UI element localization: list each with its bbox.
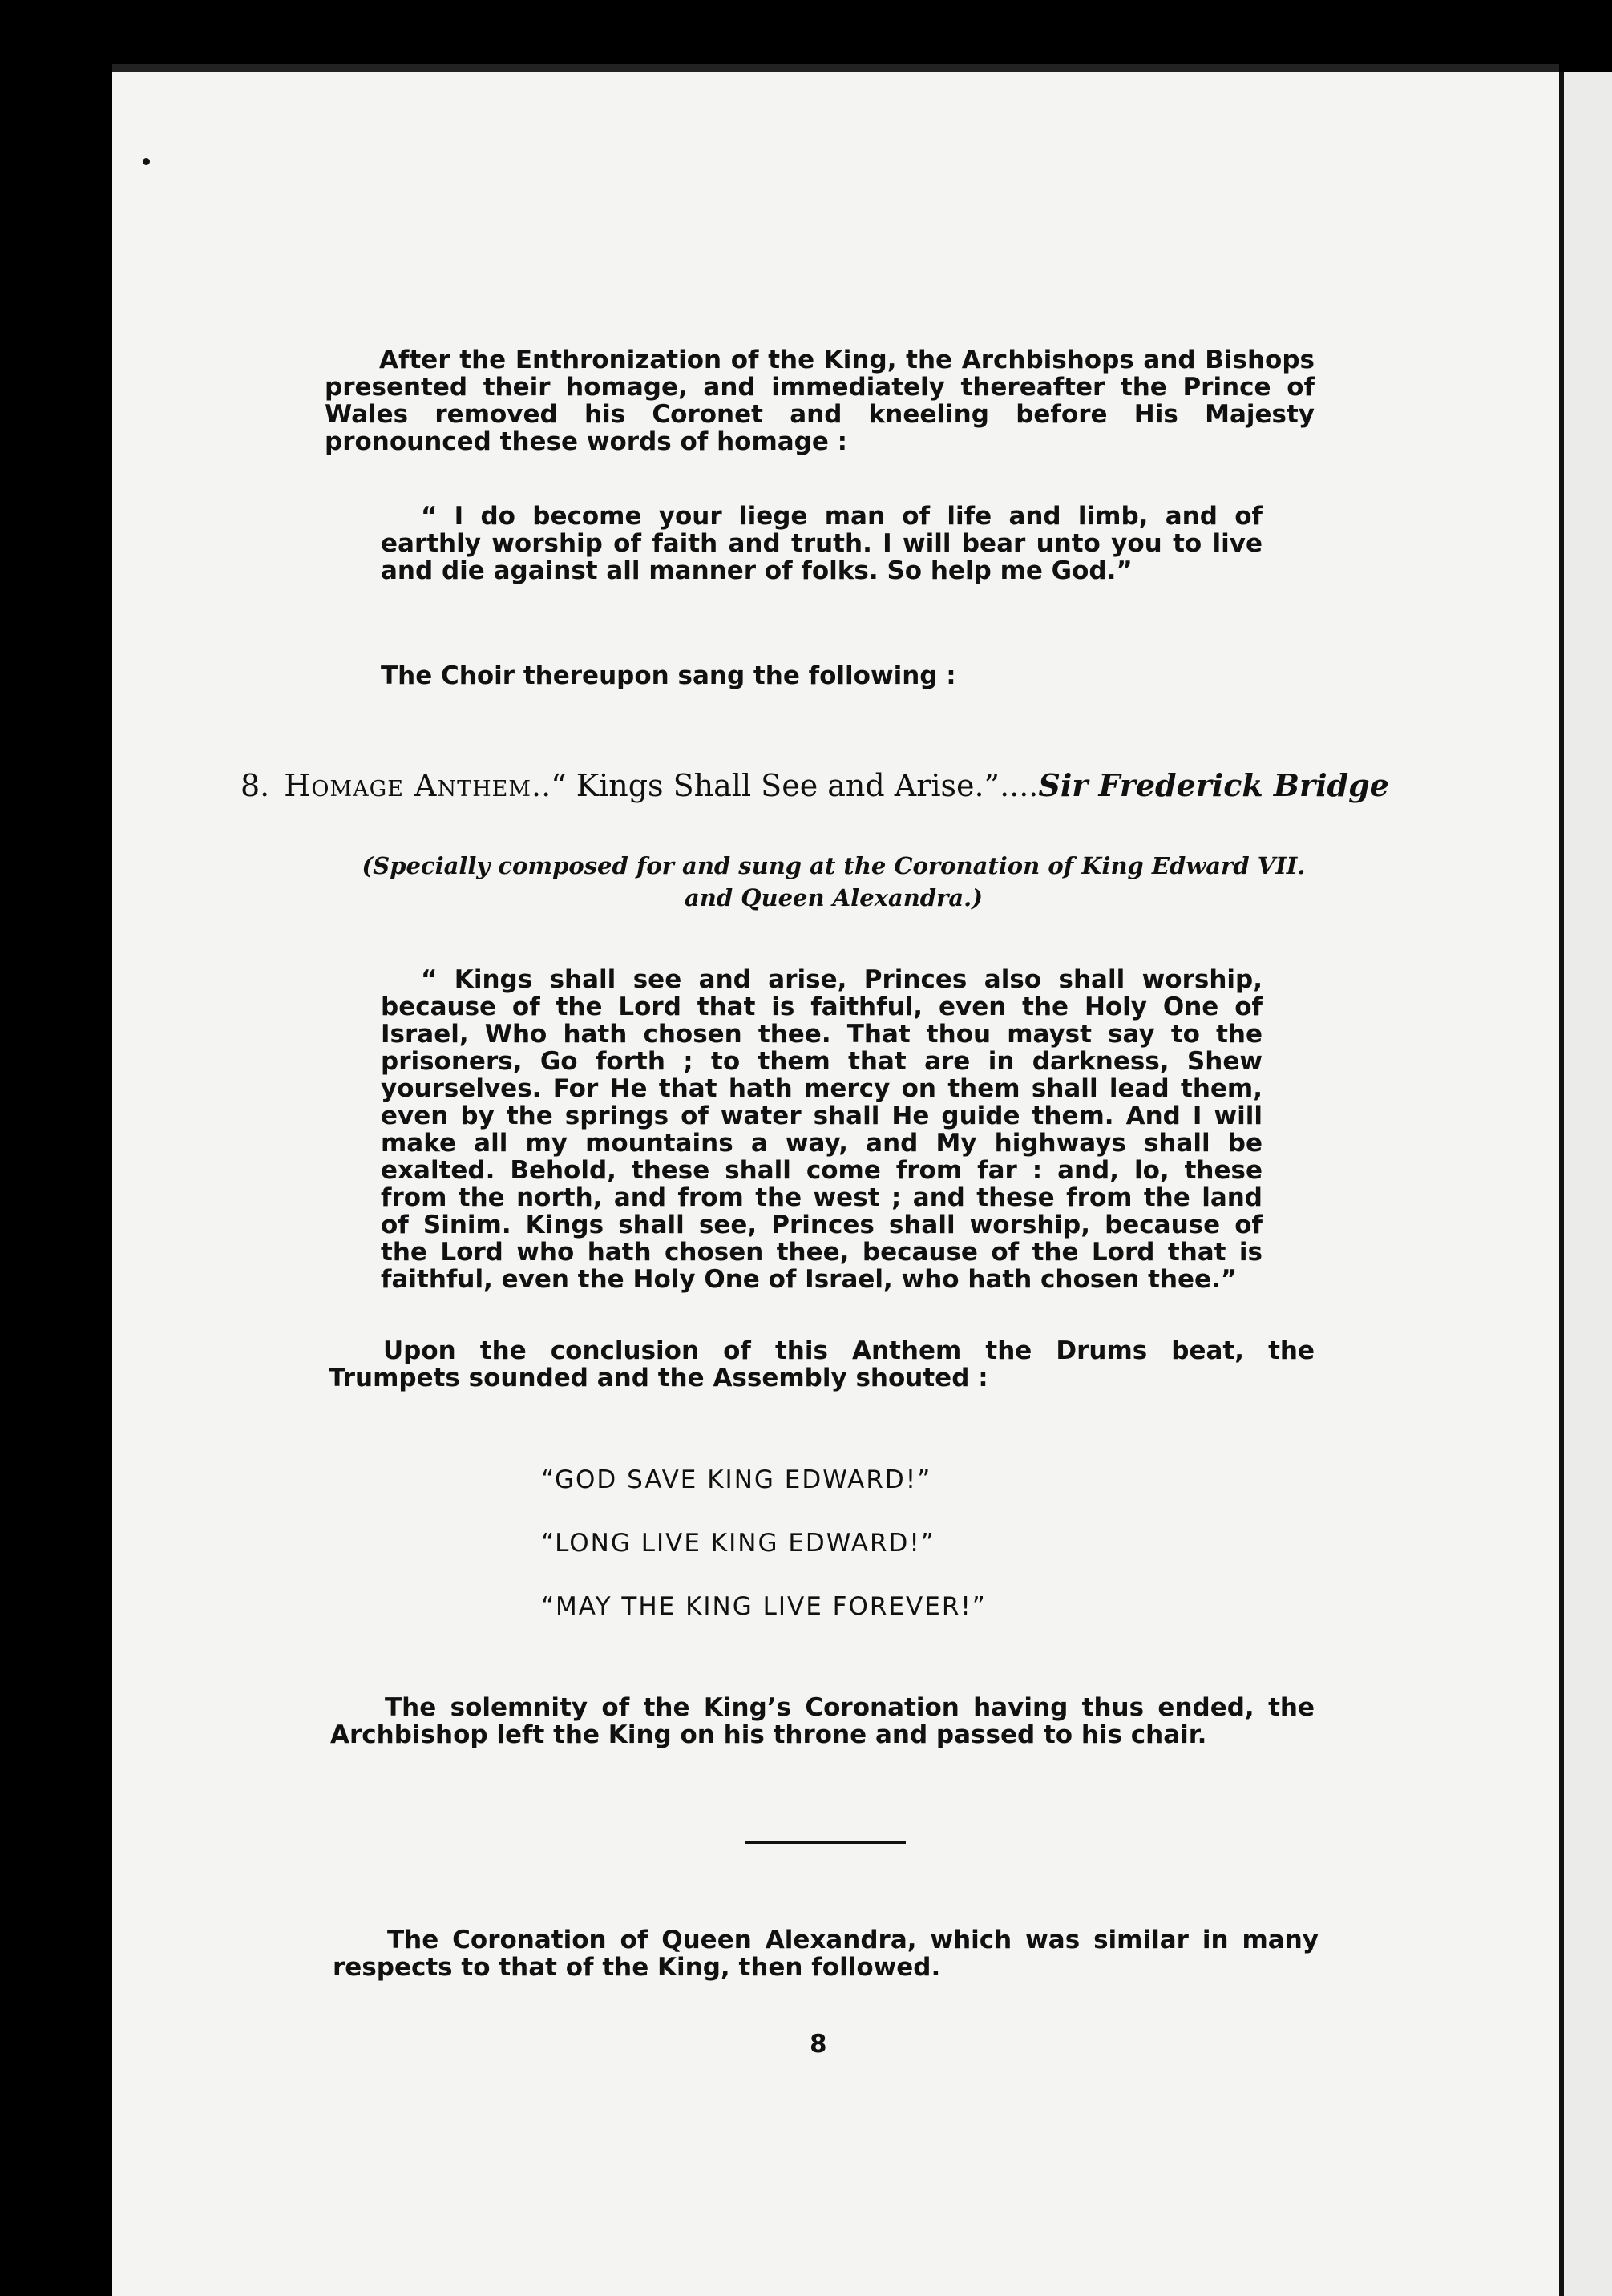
page-number: 8 [810, 2030, 827, 2059]
homage-quote: “ I do become your liege man of life and limb, and of earthly worship of faith and truth. I will bear unto you to live and die against all manner of folks. So help me God.” [381, 502, 1263, 585]
section-divider [745, 1841, 906, 1844]
anthem-composer: Sir Frederick Bridge [1038, 767, 1389, 803]
adjacent-page-edge [1559, 72, 1612, 2296]
shout-line: “LONG LIVE KING EDWARD!” [541, 1529, 935, 1558]
choir-line: The Choir thereupon sang the following : [381, 661, 956, 690]
anthem-note: (Specially composed for and sung at the Coronation of King Edward VII. and Queen Alexandra.) [362, 852, 1306, 912]
anthem-name: “ Kings Shall See and Arise.” [551, 768, 1000, 803]
solemnity-paragraph: The solemnity of the King’s Coronation having thus ended, the Archbishop left the King on his throne and passed to his chair. [330, 1693, 1315, 1749]
intro-paragraph: After the Enthronization of the King, the Archbishops and Bishops presented their homage, and immediately thereafter the Prince of Wales removed his Coronet and kneeling before His Majesty pronounced these words of homage : [325, 346, 1315, 456]
shout-line: “GOD SAVE KING EDWARD!” [541, 1465, 932, 1494]
scan-speck [143, 158, 150, 165]
anthem-title: Homage Anthem [284, 768, 532, 803]
anthem-heading [240, 768, 1411, 803]
anthem-leader: .... [1000, 768, 1039, 803]
anthem-text: “ Kings shall see and arise, Princes also shall worship, because of the Lord that is faithful, even the Holy One of Israel, Who hath chosen thee. That thou mayst say to the prisoners, Go forth ; to them that are in darkness, Shew yourselves. For He that hath mercy on them shall lead them, even by the springs of water shall He guide them. And I will make all my mountains a way, and My highways shall be exalted. Behold, these shall come from far : and, lo, these from the north, and from the west ; and these from the land of Sinim. Kings shall see, Princes shall worship, because of the Lord who hath chosen thee, because of the Lord that is faithful, even the Holy One of Israel, who hath chosen thee.” [381, 965, 1263, 1294]
anthem-separator: .. [531, 768, 551, 803]
anthem-number: 8. [240, 768, 270, 803]
queen-coronation-paragraph: The Coronation of Queen Alexandra, which was similar in many respects to that of the King, then followed. [333, 1926, 1319, 1982]
conclusion-paragraph: Upon the conclusion of this Anthem the Drums beat, the Trumpets sounded and the Assembly shouted : [329, 1336, 1315, 1393]
shout-line: “MAY THE KING LIVE FOREVER!” [541, 1592, 987, 1621]
